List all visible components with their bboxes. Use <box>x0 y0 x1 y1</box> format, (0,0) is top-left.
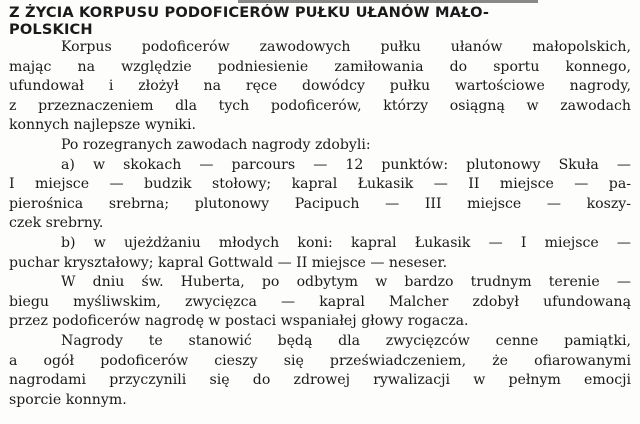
body-line: czek srebrny. <box>9 215 104 232</box>
body-line: sporcie konnym. <box>9 391 127 408</box>
body-line: Nagrody te stanowić będą dla zwycięzców cenne pamiątki, <box>61 332 631 349</box>
print-smudge <box>238 0 538 3</box>
body-line: ufundował i złożył na ręce dowódcy pułku wartościowe nagrody, <box>9 78 631 95</box>
body-line: konnych najlepsze wyniki. <box>9 117 196 134</box>
body-line: Po rozegranych zawodach nagrody zdobyli: <box>61 136 371 153</box>
body-line: Korpus podoficerów zawodowych pułku ułanów małopolskich, <box>61 39 631 55</box>
body-line: I miejsce — budzik stołowy; kapral Łukasik — II miejsce — pa- <box>9 176 631 193</box>
body-line: przez podoficerów nagrodę w postaci wspaniałej głowy rogacza. <box>9 313 469 330</box>
headline-line: Z ŻYCIA KORPUSU PODOFICERÓW PUŁKU UŁANÓW MAŁO- <box>9 4 490 21</box>
body-line: W dniu św. Huberta, po odbytym w bardzo trudnym terenie — <box>61 274 631 291</box>
headline-line: POLSKICH <box>9 21 93 38</box>
body-line: pierośnica srebrna; plutonowy Pacipuch — III miejsce — koszy- <box>9 195 631 212</box>
body-line: mając na względzie podniesienie zamiłowania do sportu konnego, <box>9 58 631 75</box>
body-line: biegu myśliwskim, zwycięzca — kapral Malcher zdobył ufundowaną <box>9 293 631 310</box>
body-line: puchar kryształowy; kapral Gottwald — II miejsce — neseser. <box>9 254 448 271</box>
body-line: a) w skokach — parcours — 12 punktów: plutonowy Skuła — <box>61 156 631 173</box>
article-body <box>9 38 631 410</box>
body-line: b) w ujeżdżaniu młodych koni: kapral Łukasik — I miejsce — <box>61 234 631 251</box>
article-headline <box>9 4 631 38</box>
article <box>9 4 631 410</box>
body-line: a ogół podoficerów cieszy się przeświadczeniem, że ofiarowanymi <box>9 352 631 369</box>
body-line: nagrodami przyczynili się do zdrowej rywalizacji w pełnym emocji <box>9 372 631 389</box>
body-line: z przeznaczeniem dla tych podoficerów, którzy osiągną w zawodach <box>9 97 631 114</box>
